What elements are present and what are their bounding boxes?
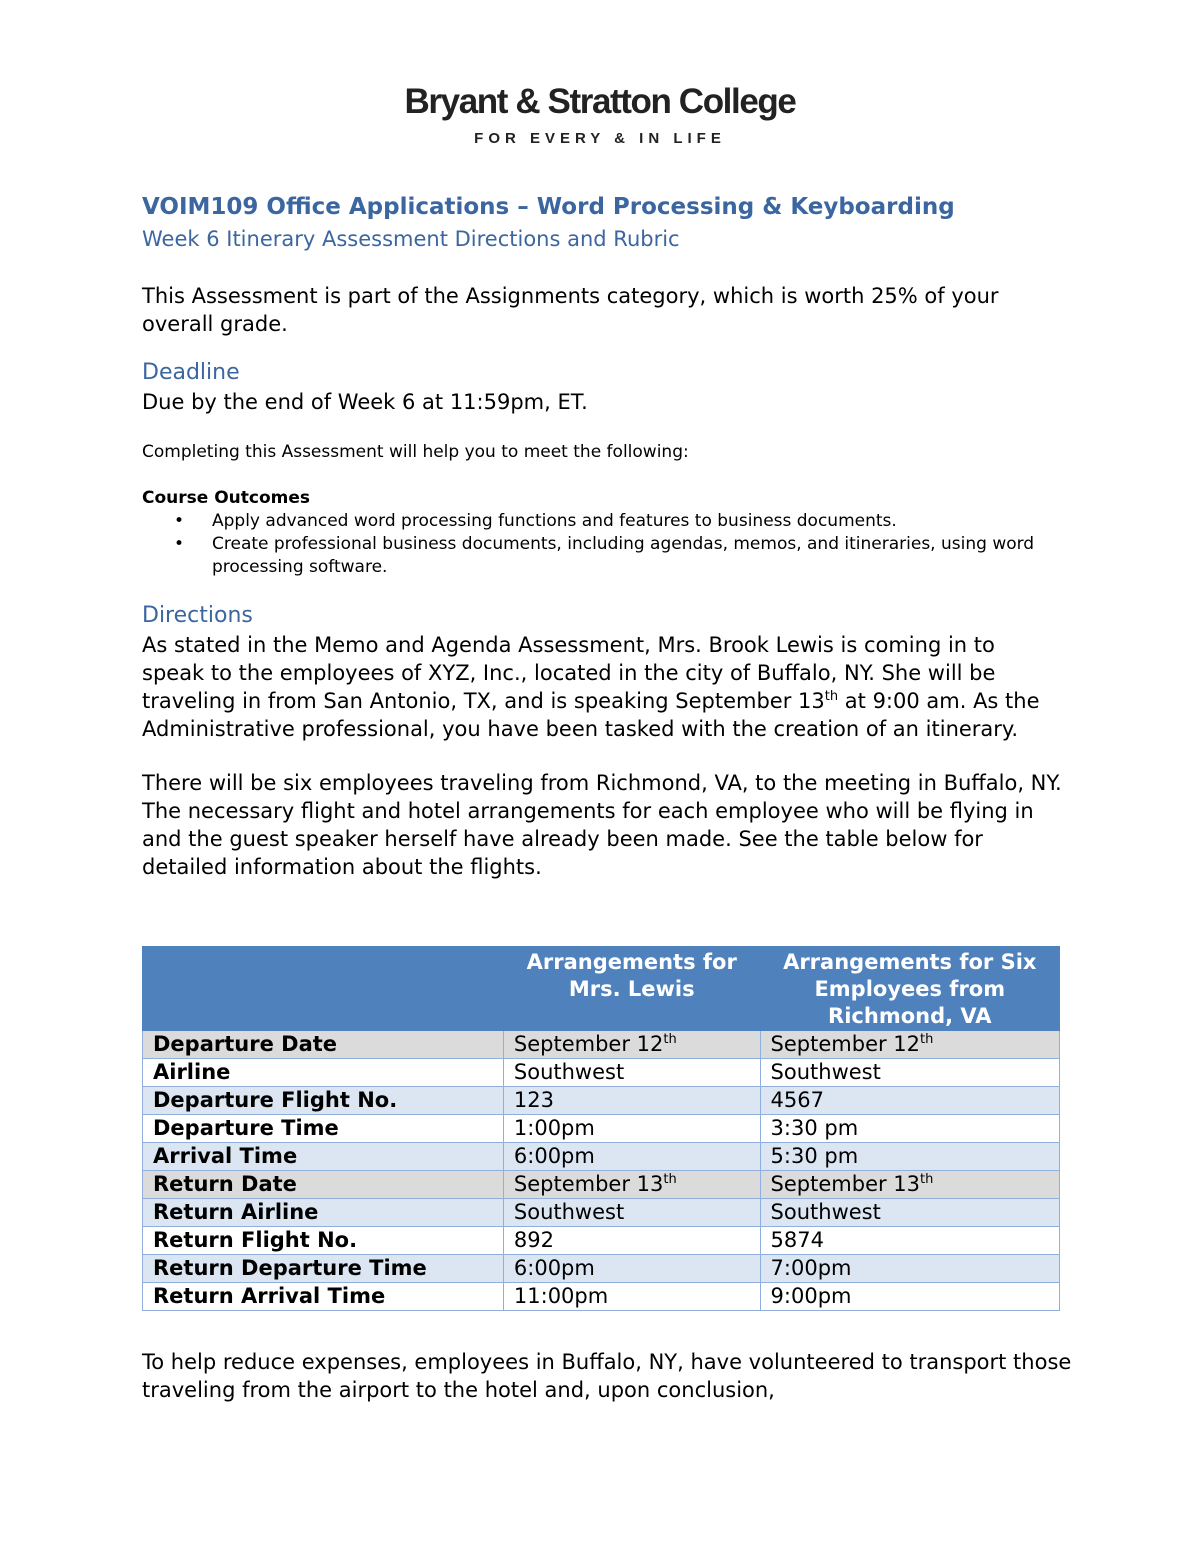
table-row	[143, 1171, 1060, 1199]
lewis-cell: 6:00pm	[503, 1255, 760, 1283]
table-header-row	[143, 947, 1060, 1031]
table-row	[143, 1255, 1060, 1283]
table-row	[143, 1031, 1060, 1059]
row-label: Return Departure Time	[143, 1255, 504, 1283]
employees-cell: 9:00pm	[760, 1283, 1059, 1311]
directions-heading: Directions	[142, 603, 253, 628]
lewis-cell: Southwest	[503, 1199, 760, 1227]
table-row	[143, 1059, 1060, 1087]
employees-cell: 4567	[760, 1087, 1059, 1115]
table-row	[143, 1143, 1060, 1171]
row-label: Departure Time	[143, 1115, 504, 1143]
lewis-cell: 6:00pm	[503, 1143, 760, 1171]
lewis-cell: Southwest	[503, 1059, 760, 1087]
bullet-icon: •	[174, 511, 185, 531]
intro-paragraph: This Assessment is part of the Assignments category, which is worth 25% of your overall grade.	[142, 284, 999, 336]
employees-cell: September 12th	[760, 1031, 1059, 1059]
row-label: Return Airline	[143, 1199, 504, 1227]
employees-cell: September 13th	[760, 1171, 1059, 1199]
lewis-cell: September 12th	[503, 1031, 760, 1059]
assessment-subtitle: Week 6 Itinerary Assessment Directions and Rubric	[142, 227, 680, 251]
college-logo-tagline: FOR EVERY & IN LIFE	[474, 130, 726, 147]
course-title: VOIM109 Office Applications – Word Processing & Keyboarding	[142, 194, 955, 220]
outro-paragraph: To help reduce expenses, employees in Buffalo, NY, have volunteered to transport those traveling from the airport to the hotel and, upon conclusion,	[142, 1350, 1072, 1402]
directions-paragraph-1: As stated in the Memo and Agenda Assessment, Mrs. Brook Lewis is coming in to speak to the employees of XYZ, Inc., located in the city of Buffalo, NY. She will be traveling in from San Antonio, TX, and is speaking September 13th at 9:00 am. As the Administrative professional, you have been tasked with the creation of an itinerary.	[142, 633, 1040, 741]
document-body	[142, 190, 1062, 881]
table-header-employees: Arrangements for Six Employees from Richmond, VA	[760, 947, 1059, 1031]
employees-cell: 3:30 pm	[760, 1115, 1059, 1143]
deadline-text: Due by the end of Week 6 at 11:59pm, ET.	[142, 390, 588, 414]
table-row	[143, 1087, 1060, 1115]
flight-arrangements-table	[142, 946, 1060, 1311]
row-label: Departure Flight No.	[143, 1087, 504, 1115]
table-header-blank	[143, 947, 504, 1031]
bullet-icon: •	[174, 534, 185, 554]
lewis-cell: 1:00pm	[503, 1115, 760, 1143]
table-row	[143, 1115, 1060, 1143]
table-row	[143, 1283, 1060, 1311]
row-label: Arrival Time	[143, 1143, 504, 1171]
outcome-item: • Apply advanced word processing functions and features to business documents.	[174, 511, 897, 531]
employees-cell: Southwest	[760, 1059, 1059, 1087]
row-label: Return Date	[143, 1171, 504, 1199]
employees-cell: 7:00pm	[760, 1255, 1059, 1283]
lewis-cell: 892	[503, 1227, 760, 1255]
row-label: Airline	[143, 1059, 504, 1087]
table-row	[143, 1227, 1060, 1255]
deadline-heading: Deadline	[142, 360, 240, 385]
completing-text: Completing this Assessment will help you to meet the following:	[142, 442, 689, 462]
row-label: Departure Date	[143, 1031, 504, 1059]
lewis-cell: 11:00pm	[503, 1283, 760, 1311]
row-label: Return Arrival Time	[143, 1283, 504, 1311]
college-logo-name: Bryant & Stratton College	[404, 82, 796, 121]
table-row	[143, 1199, 1060, 1227]
lewis-cell: September 13th	[503, 1171, 760, 1199]
employees-cell: Southwest	[760, 1199, 1059, 1227]
outcomes-list	[142, 510, 1062, 579]
row-label: Return Flight No.	[143, 1227, 504, 1255]
employees-cell: 5:30 pm	[760, 1143, 1059, 1171]
outcomes-heading: Course Outcomes	[142, 488, 311, 508]
employees-cell: 5874	[760, 1227, 1059, 1255]
table-header-lewis: Arrangements for Mrs. Lewis	[503, 947, 760, 1031]
outcome-item: • Create professional business documents, including agendas, memos, and itineraries, using word processing software.	[174, 534, 1035, 577]
lewis-cell: 123	[503, 1087, 760, 1115]
directions-paragraph-2: There will be six employees traveling from Richmond, VA, to the meeting in Buffalo, NY. The necessary flight and hotel arrangements for each employee who will be flying in and the guest speaker herself have already been made. See the table below for detailed information about the flights.	[142, 771, 1062, 879]
